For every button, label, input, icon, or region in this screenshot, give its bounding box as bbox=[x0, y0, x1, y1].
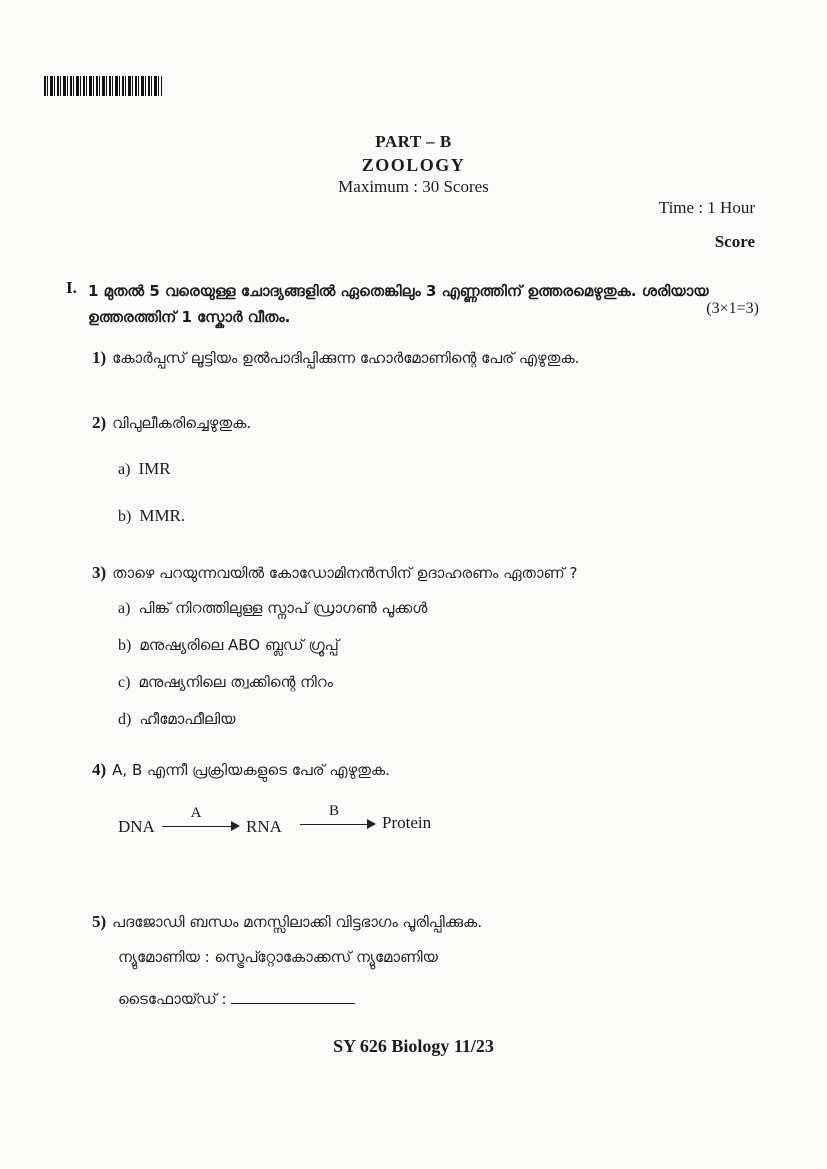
option-label: b) bbox=[118, 637, 132, 654]
word-pair-line: ന്യുമോണിയ : സ്ട്രെപ്റ്റോകോക്കസ് ന്യുമോണിയ bbox=[118, 948, 438, 966]
paper-code: SY 626 Biology 11/23 bbox=[333, 1036, 494, 1056]
question-text: പദജോഡി ബന്ധം മനസ്സിലാക്കി വിട്ടഭാഗം പൂരിപ്പിക്കുക. bbox=[112, 913, 483, 931]
time-allowed: Time : 1 Hour bbox=[658, 198, 755, 217]
subject-heading: ZOOLOGY bbox=[361, 155, 466, 175]
question-number: 4) bbox=[92, 760, 107, 779]
section-marks: (3×1=3) bbox=[706, 300, 759, 317]
arrow-label-b: B bbox=[328, 803, 339, 819]
flow-arrow-a bbox=[162, 826, 238, 827]
option-text: ഹീമോഫീലിയ bbox=[139, 710, 236, 728]
option-label: b) bbox=[118, 508, 132, 525]
option-3b bbox=[118, 636, 339, 655]
option-label: d) bbox=[118, 711, 132, 728]
arrow-label-a: A bbox=[190, 805, 202, 821]
dna-flow-diagram bbox=[118, 805, 518, 845]
question-number: 1) bbox=[92, 348, 107, 367]
question-text: വിപുലീകരിച്ചെഴുതുക. bbox=[112, 414, 252, 432]
question-4 bbox=[92, 760, 390, 780]
fill-blank-line bbox=[118, 989, 355, 1008]
option-label: c) bbox=[118, 674, 131, 691]
flow-start-dna: DNA bbox=[118, 817, 155, 836]
option-3d bbox=[118, 710, 235, 729]
option-text: മനുഷ്യരിലെ ABO ബ്ലഡ് ഗ്രൂപ്പ് bbox=[139, 636, 339, 654]
option-text: മനുഷ്യനിലെ ത്വക്കിന്റെ നിറം bbox=[138, 673, 333, 691]
flow-arrow-b bbox=[300, 824, 374, 825]
option-label: a) bbox=[118, 461, 131, 478]
section-number: I. bbox=[66, 278, 77, 297]
question-number: 3) bbox=[92, 563, 107, 582]
question-number: 5) bbox=[92, 912, 107, 931]
option-3a bbox=[118, 599, 427, 618]
question-text: കോർപ്പസ് ലൂട്ടിയം ഉൽപാദിപ്പിക്കുന്ന ഹോർമോണിന്റെ പേര് എഴുതുക. bbox=[112, 349, 580, 367]
option-3c bbox=[118, 673, 333, 692]
option-2b bbox=[118, 506, 185, 526]
question-1 bbox=[92, 348, 579, 368]
question-5 bbox=[92, 912, 482, 932]
question-3 bbox=[92, 563, 577, 583]
option-text: പിങ്ക് നിറത്തിലുള്ള സ്നാപ് ഡ്രാഗൺ പൂക്കൾ bbox=[138, 599, 428, 617]
question-number: 2) bbox=[92, 413, 107, 432]
option-2a bbox=[118, 459, 171, 479]
question-text: താഴെ പറയുന്നവയിൽ കോഡോമിനൻസിന് ഉദാഹരണം ഏതാണ് ? bbox=[112, 564, 578, 582]
barcode bbox=[44, 76, 162, 96]
score-column-heading: Score bbox=[714, 232, 755, 251]
option-label: a) bbox=[118, 600, 131, 617]
option-text: MMR. bbox=[139, 506, 186, 525]
part-heading: PART – B bbox=[375, 132, 452, 151]
blank-prompt: ടൈഫോയ്ഡ് : bbox=[118, 990, 227, 1008]
maximum-scores: Maximum : 30 Scores bbox=[338, 177, 489, 196]
flow-end-protein: Protein bbox=[382, 813, 432, 832]
section-instruction bbox=[88, 278, 718, 330]
instruction-line-1: 1 മുതൽ 5 വരെയുള്ള ചോദ്യങ്ങളിൽ ഏതെങ്കിലും 3 എണ്ണത്തിന് ഉത്തരമെഴുതുക. ശരിയായ bbox=[88, 282, 709, 300]
question-2 bbox=[92, 413, 251, 433]
question-text: A, B എന്നീ പ്രക്രിയകളുടെ പേര് എഴുതുക. bbox=[112, 761, 390, 779]
option-text: IMR bbox=[138, 459, 171, 478]
answer-blank bbox=[231, 989, 355, 1004]
instruction-line-2: ഉത്തരത്തിന് 1 സ്കോർ വീതം. bbox=[88, 308, 291, 326]
flow-middle-rna: RNA bbox=[246, 817, 282, 836]
